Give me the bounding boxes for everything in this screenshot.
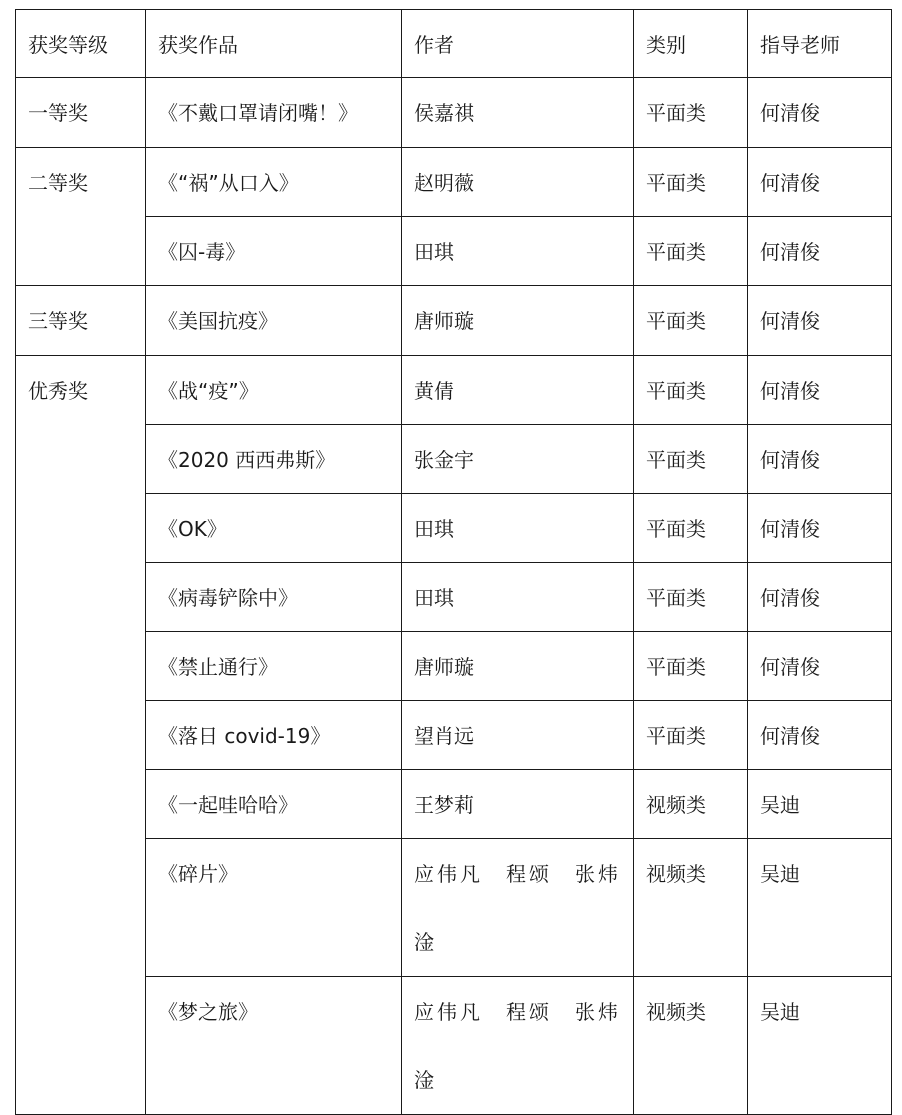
work-title: 《美国抗疫》 <box>146 286 402 356</box>
work-title: 《病毒铲除中》 <box>146 563 402 632</box>
work-title: 《碎片》 <box>146 839 402 977</box>
category: 平面类 <box>634 632 748 701</box>
teacher: 吴迪 <box>748 839 892 977</box>
author: 应伟凡 程颂 张炜淦 <box>414 862 621 954</box>
award-level: 二等奖 <box>16 148 146 286</box>
header-work: 获奖作品 <box>146 10 402 78</box>
table-row <box>16 286 892 356</box>
category: 平面类 <box>634 356 748 425</box>
table-row <box>16 770 892 839</box>
work-title: 《梦之旅》 <box>146 977 402 1115</box>
work-title: 《“祸”从口入》 <box>146 148 402 217</box>
teacher: 何清俊 <box>748 217 892 286</box>
award-level: 优秀奖 <box>16 356 146 1115</box>
table-row <box>16 839 892 977</box>
table-row <box>16 148 892 217</box>
category: 平面类 <box>634 425 748 494</box>
category: 平面类 <box>634 148 748 217</box>
category: 平面类 <box>634 286 748 356</box>
work-title: 《2020 西西弗斯》 <box>146 425 402 494</box>
work-title: 《囚-毒》 <box>146 217 402 286</box>
teacher: 何清俊 <box>748 356 892 425</box>
author: 张金宇 <box>402 425 634 494</box>
header-teacher: 指导老师 <box>748 10 892 78</box>
author: 应伟凡 程颂 张炜淦 <box>414 1000 621 1092</box>
teacher: 何清俊 <box>748 563 892 632</box>
table-row <box>16 632 892 701</box>
table-row <box>16 701 892 770</box>
author: 侯嘉祺 <box>402 78 634 148</box>
category: 平面类 <box>634 78 748 148</box>
table-header-row <box>16 10 892 78</box>
teacher: 何清俊 <box>748 632 892 701</box>
teacher: 何清俊 <box>748 148 892 217</box>
award-level: 三等奖 <box>16 286 146 356</box>
category: 视频类 <box>634 839 748 977</box>
author-cell <box>402 839 634 977</box>
table-row <box>16 78 892 148</box>
category: 视频类 <box>634 770 748 839</box>
work-title: 《战“疫”》 <box>146 356 402 425</box>
teacher: 何清俊 <box>748 494 892 563</box>
category: 平面类 <box>634 701 748 770</box>
author: 田琪 <box>402 494 634 563</box>
table-row <box>16 977 892 1115</box>
author: 望肖远 <box>402 701 634 770</box>
teacher: 何清俊 <box>748 425 892 494</box>
category: 平面类 <box>634 494 748 563</box>
author: 田琪 <box>402 217 634 286</box>
teacher: 吴迪 <box>748 977 892 1115</box>
table-row <box>16 425 892 494</box>
work-title: 《OK》 <box>146 494 402 563</box>
work-title: 《落日 covid-19》 <box>146 701 402 770</box>
teacher: 吴迪 <box>748 770 892 839</box>
author: 唐师璇 <box>402 286 634 356</box>
work-title: 《不戴口罩请闭嘴！》 <box>146 78 402 148</box>
table-row <box>16 494 892 563</box>
table-row <box>16 356 892 425</box>
category: 视频类 <box>634 977 748 1115</box>
header-category: 类别 <box>634 10 748 78</box>
author: 赵明薇 <box>402 148 634 217</box>
header-level: 获奖等级 <box>16 10 146 78</box>
author-cell <box>402 977 634 1115</box>
table-row <box>16 563 892 632</box>
teacher: 何清俊 <box>748 286 892 356</box>
work-title: 《一起哇哈哈》 <box>146 770 402 839</box>
category: 平面类 <box>634 217 748 286</box>
table-row <box>16 217 892 286</box>
header-author: 作者 <box>402 10 634 78</box>
author: 王梦莉 <box>402 770 634 839</box>
author: 黄倩 <box>402 356 634 425</box>
author: 唐师璇 <box>402 632 634 701</box>
teacher: 何清俊 <box>748 701 892 770</box>
awards-table <box>15 9 892 1115</box>
award-level: 一等奖 <box>16 78 146 148</box>
author: 田琪 <box>402 563 634 632</box>
category: 平面类 <box>634 563 748 632</box>
teacher: 何清俊 <box>748 78 892 148</box>
work-title: 《禁止通行》 <box>146 632 402 701</box>
